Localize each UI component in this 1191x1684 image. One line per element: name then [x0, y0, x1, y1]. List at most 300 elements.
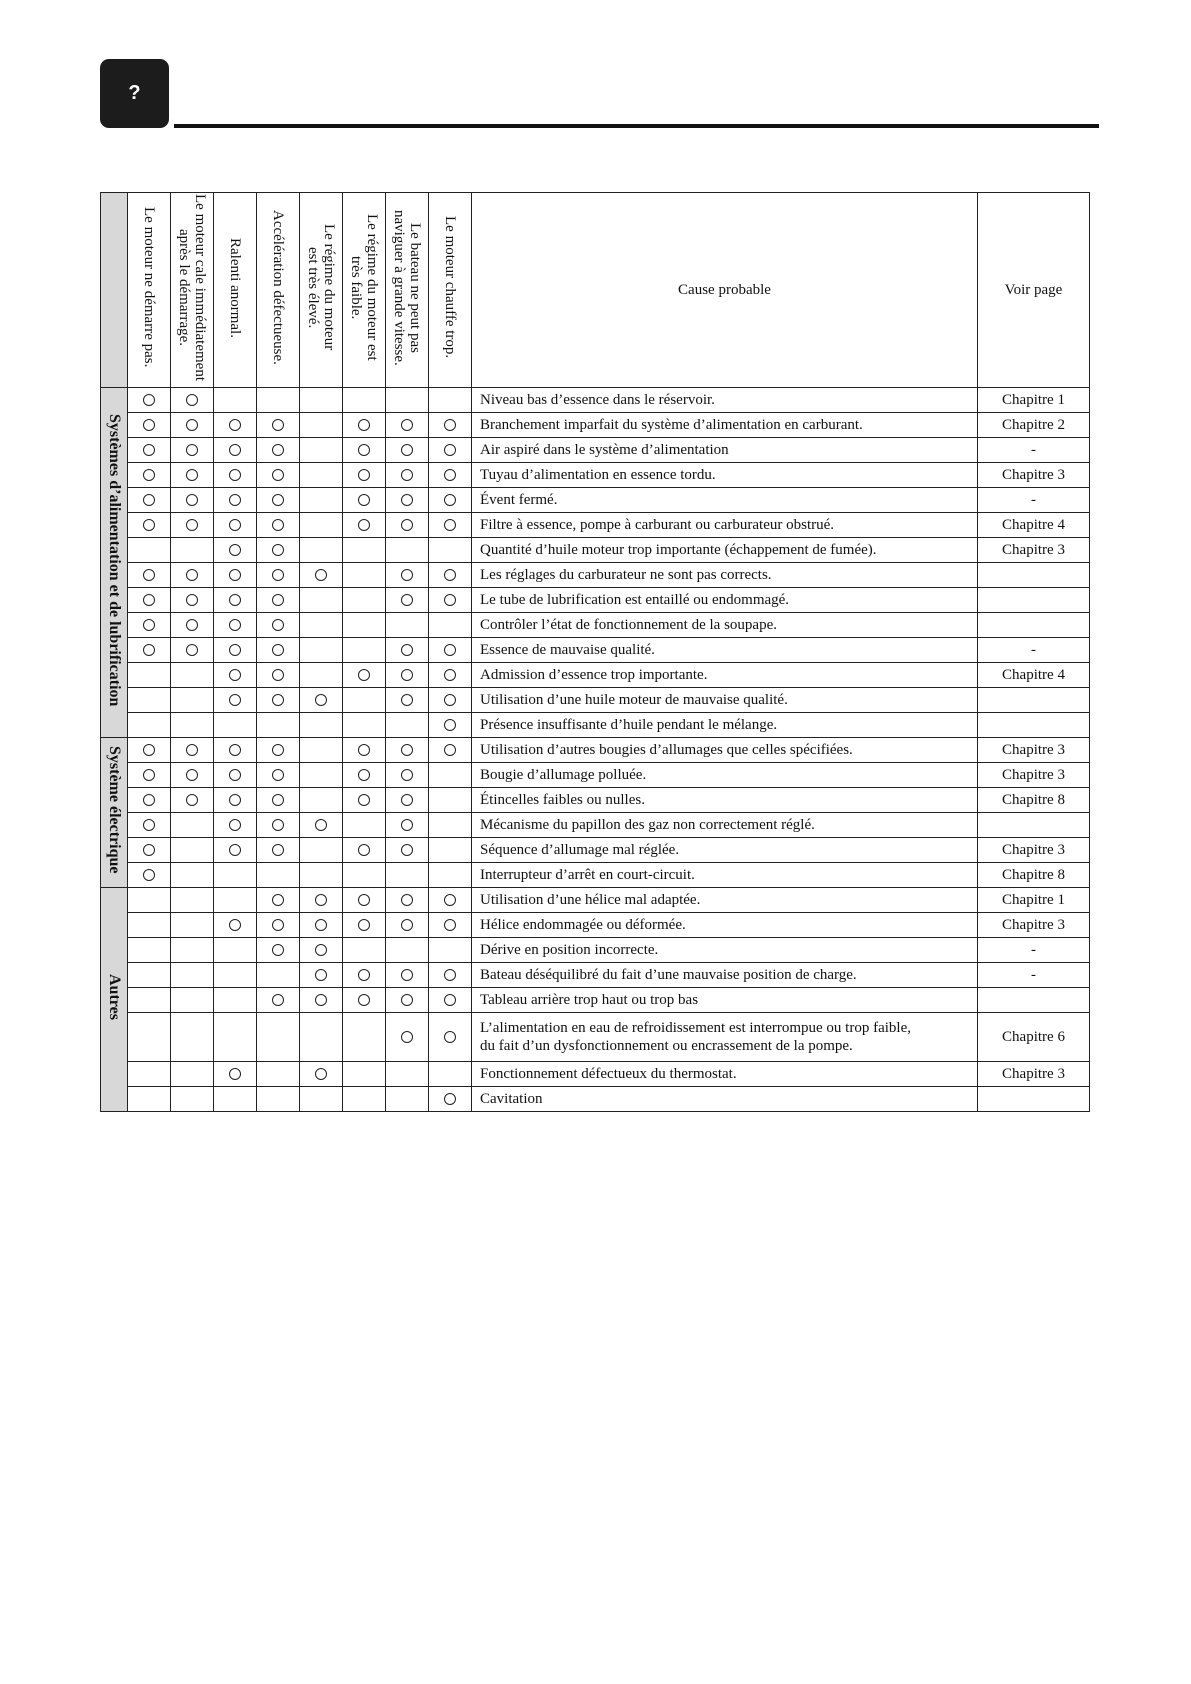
mark-cell [300, 538, 343, 563]
mark-cell [214, 813, 257, 838]
mark-cell [128, 688, 171, 713]
cause-cell: Séquence d’allumage mal réglée. [472, 838, 978, 863]
mark-cell [300, 888, 343, 913]
mark-cell [343, 963, 386, 988]
mark-cell [171, 463, 214, 488]
mark-cell [343, 663, 386, 688]
cause-cell: Bateau déséquilibré du fait d’une mauvaise position de charge. [472, 963, 978, 988]
mark-cell [429, 388, 472, 413]
circle-mark-icon [444, 594, 456, 606]
mark-cell [300, 613, 343, 638]
circle-mark-icon [186, 594, 198, 606]
mark-cell [257, 388, 300, 413]
cause-cell: Le tube de lubrification est entaillé ou endommagé. [472, 588, 978, 613]
table-row [101, 388, 1090, 413]
mark-cell [214, 713, 257, 738]
mark-cell [343, 938, 386, 963]
mark-cell [257, 988, 300, 1013]
circle-mark-icon [315, 819, 327, 831]
circle-mark-icon [229, 819, 241, 831]
circle-mark-icon [401, 644, 413, 656]
symptom-header: Le régime du moteur est très faible. [343, 193, 386, 388]
circle-mark-icon [272, 794, 284, 806]
mark-cell [429, 1087, 472, 1112]
circle-mark-icon [401, 494, 413, 506]
circle-mark-icon [229, 744, 241, 756]
symptom-header: Le régime du moteur est très élevé. [300, 193, 343, 388]
cause-cell: Hélice endommagée ou déformée. [472, 913, 978, 938]
mark-cell [128, 438, 171, 463]
circle-mark-icon [272, 769, 284, 781]
mark-cell [128, 763, 171, 788]
cause-cell: Présence insuffisante d’huile pendant le mélange. [472, 713, 978, 738]
page-cell: - [978, 938, 1090, 963]
circle-mark-icon [358, 669, 370, 681]
group-label: Autres [101, 888, 128, 1112]
circle-mark-icon [315, 919, 327, 931]
page-cell: - [978, 963, 1090, 988]
circle-mark-icon [229, 644, 241, 656]
circle-mark-icon [358, 469, 370, 481]
mark-cell [171, 713, 214, 738]
page-cell: Chapitre 1 [978, 388, 1090, 413]
circle-mark-icon [401, 469, 413, 481]
mark-cell [214, 988, 257, 1013]
circle-mark-icon [272, 669, 284, 681]
mark-cell [257, 1013, 300, 1062]
circle-mark-icon [401, 844, 413, 856]
mark-cell [386, 688, 429, 713]
mark-cell [300, 688, 343, 713]
circle-mark-icon [143, 519, 155, 531]
page-cell: Chapitre 8 [978, 788, 1090, 813]
mark-cell [429, 563, 472, 588]
page-cell [978, 588, 1090, 613]
mark-cell [171, 613, 214, 638]
mark-cell [257, 938, 300, 963]
circle-mark-icon [358, 894, 370, 906]
circle-mark-icon [444, 919, 456, 931]
table-row [101, 513, 1090, 538]
troubleshooting-table [100, 192, 1090, 1112]
page-cell [978, 613, 1090, 638]
mark-cell [429, 938, 472, 963]
mark-cell [171, 763, 214, 788]
circle-mark-icon [229, 469, 241, 481]
page-cell [978, 1087, 1090, 1112]
mark-cell [386, 1062, 429, 1087]
mark-cell [128, 488, 171, 513]
circle-mark-icon [186, 469, 198, 481]
circle-mark-icon [229, 769, 241, 781]
mark-cell [128, 963, 171, 988]
circle-mark-icon [272, 444, 284, 456]
mark-cell [343, 488, 386, 513]
circle-mark-icon [272, 919, 284, 931]
symptom-header: Ralenti anormal. [214, 193, 257, 388]
circle-mark-icon [143, 619, 155, 631]
table-row [101, 963, 1090, 988]
mark-cell [300, 713, 343, 738]
mark-cell [386, 763, 429, 788]
circle-mark-icon [272, 619, 284, 631]
mark-cell [214, 513, 257, 538]
page-cell: - [978, 438, 1090, 463]
mark-cell [386, 913, 429, 938]
mark-cell [300, 813, 343, 838]
mark-cell [171, 688, 214, 713]
circle-mark-icon [229, 419, 241, 431]
circle-mark-icon [229, 494, 241, 506]
mark-cell [429, 488, 472, 513]
circle-mark-icon [401, 819, 413, 831]
cause-cell: Utilisation d’une huile moteur de mauvaise qualité. [472, 688, 978, 713]
mark-cell [171, 938, 214, 963]
circle-mark-icon [272, 544, 284, 556]
mark-cell [429, 813, 472, 838]
circle-mark-icon [143, 569, 155, 581]
circle-mark-icon [401, 919, 413, 931]
mark-cell [343, 713, 386, 738]
table-row [101, 838, 1090, 863]
mark-cell [257, 438, 300, 463]
mark-cell [128, 588, 171, 613]
mark-cell [128, 638, 171, 663]
mark-cell [171, 538, 214, 563]
mark-cell [300, 588, 343, 613]
circle-mark-icon [186, 519, 198, 531]
mark-cell [214, 588, 257, 613]
circle-mark-icon [401, 1031, 413, 1043]
mark-cell [128, 913, 171, 938]
circle-mark-icon [272, 819, 284, 831]
circle-mark-icon [272, 469, 284, 481]
circle-mark-icon [229, 794, 241, 806]
mark-cell [429, 1062, 472, 1087]
circle-mark-icon [143, 444, 155, 456]
mark-cell [429, 863, 472, 888]
page-cell [978, 563, 1090, 588]
mark-cell [257, 638, 300, 663]
circle-mark-icon [186, 394, 198, 406]
table-row [101, 638, 1090, 663]
mark-cell [386, 863, 429, 888]
mark-cell [257, 413, 300, 438]
mark-cell [214, 488, 257, 513]
symptom-header: Le bateau ne peut pas naviguer à grande vitesse. [386, 193, 429, 388]
cause-cell: Mécanisme du papillon des gaz non correctement réglé. [472, 813, 978, 838]
circle-mark-icon [401, 744, 413, 756]
page-cell [978, 813, 1090, 838]
mark-cell [343, 1087, 386, 1112]
mark-cell [386, 438, 429, 463]
mark-cell [300, 913, 343, 938]
mark-cell [300, 788, 343, 813]
cause-cell: Cavitation [472, 1087, 978, 1112]
mark-cell [300, 388, 343, 413]
mark-cell [343, 538, 386, 563]
page-cell: Chapitre 8 [978, 863, 1090, 888]
circle-mark-icon [272, 894, 284, 906]
mark-cell [300, 1062, 343, 1087]
mark-cell [257, 713, 300, 738]
mark-cell [257, 513, 300, 538]
circle-mark-icon [143, 419, 155, 431]
circle-mark-icon [444, 1093, 456, 1105]
table-row [101, 613, 1090, 638]
mark-cell [257, 763, 300, 788]
mark-cell [300, 738, 343, 763]
mark-cell [386, 388, 429, 413]
circle-mark-icon [444, 469, 456, 481]
mark-cell [171, 1087, 214, 1112]
header-rule [174, 124, 1099, 128]
mark-cell [386, 663, 429, 688]
circle-mark-icon [186, 769, 198, 781]
mark-cell [257, 588, 300, 613]
table-row [101, 713, 1090, 738]
mark-cell [214, 738, 257, 763]
mark-cell [429, 888, 472, 913]
mark-cell [300, 1087, 343, 1112]
cause-cell: Air aspiré dans le système d’alimentation [472, 438, 978, 463]
mark-cell [128, 388, 171, 413]
page-cell: Chapitre 3 [978, 738, 1090, 763]
mark-cell [128, 813, 171, 838]
mark-cell [128, 888, 171, 913]
cause-cell: Fonctionnement défectueux du thermostat. [472, 1062, 978, 1087]
mark-cell [343, 513, 386, 538]
circle-mark-icon [143, 769, 155, 781]
cause-cell: Niveau bas d’essence dans le réservoir. [472, 388, 978, 413]
mark-cell [214, 963, 257, 988]
page-cell [978, 713, 1090, 738]
mark-cell [343, 1013, 386, 1062]
circle-mark-icon [358, 519, 370, 531]
mark-cell [386, 538, 429, 563]
circle-mark-icon [229, 519, 241, 531]
mark-cell [300, 863, 343, 888]
circle-mark-icon [358, 844, 370, 856]
mark-cell [343, 1062, 386, 1087]
page-cell: Chapitre 4 [978, 663, 1090, 688]
mark-cell [343, 888, 386, 913]
circle-mark-icon [315, 569, 327, 581]
mark-cell [386, 563, 429, 588]
symptom-header: Le moteur chauffe trop. [429, 193, 472, 388]
group-label: Systèmes d’alimentation et de lubrification [101, 388, 128, 738]
table-row [101, 863, 1090, 888]
circle-mark-icon [272, 569, 284, 581]
cause-cell: Quantité d’huile moteur trop importante (échappement de fumée). [472, 538, 978, 563]
mark-cell [300, 763, 343, 788]
mark-cell [386, 413, 429, 438]
mark-cell [386, 738, 429, 763]
cause-cell: Dérive en position incorrecte. [472, 938, 978, 963]
mark-cell [257, 488, 300, 513]
mark-cell [214, 388, 257, 413]
mark-cell [257, 663, 300, 688]
mark-cell [171, 638, 214, 663]
mark-cell [214, 1062, 257, 1087]
circle-mark-icon [143, 794, 155, 806]
table-row [101, 688, 1090, 713]
mark-cell [257, 688, 300, 713]
mark-cell [257, 913, 300, 938]
page-cell: Chapitre 3 [978, 838, 1090, 863]
mark-cell [300, 663, 343, 688]
table-row [101, 788, 1090, 813]
mark-cell [429, 688, 472, 713]
mark-cell [257, 538, 300, 563]
mark-cell [214, 838, 257, 863]
cause-cell: Tableau arrière trop haut ou trop bas [472, 988, 978, 1013]
circle-mark-icon [186, 794, 198, 806]
mark-cell [343, 688, 386, 713]
mark-cell [300, 438, 343, 463]
mark-cell [386, 638, 429, 663]
table-row [101, 763, 1090, 788]
mark-cell [128, 513, 171, 538]
circle-mark-icon [186, 744, 198, 756]
mark-cell [386, 813, 429, 838]
mark-cell [128, 788, 171, 813]
circle-mark-icon [401, 794, 413, 806]
mark-cell [429, 713, 472, 738]
mark-cell [257, 1087, 300, 1112]
circle-mark-icon [401, 994, 413, 1006]
mark-cell [257, 738, 300, 763]
mark-cell [429, 613, 472, 638]
cause-cell: Les réglages du carburateur ne sont pas corrects. [472, 563, 978, 588]
mark-cell [429, 513, 472, 538]
circle-mark-icon [272, 519, 284, 531]
page-cell: Chapitre 1 [978, 888, 1090, 913]
circle-mark-icon [444, 419, 456, 431]
circle-mark-icon [143, 819, 155, 831]
circle-mark-icon [444, 644, 456, 656]
circle-mark-icon [272, 494, 284, 506]
circle-mark-icon [229, 844, 241, 856]
mark-cell [128, 663, 171, 688]
circle-mark-icon [444, 1031, 456, 1043]
circle-mark-icon [315, 944, 327, 956]
mark-cell [171, 438, 214, 463]
mark-cell [214, 788, 257, 813]
header-corner [101, 193, 128, 388]
mark-cell [128, 713, 171, 738]
mark-cell [300, 638, 343, 663]
mark-cell [171, 813, 214, 838]
circle-mark-icon [444, 494, 456, 506]
circle-mark-icon [272, 644, 284, 656]
mark-cell [300, 988, 343, 1013]
mark-cell [300, 963, 343, 988]
mark-cell [128, 413, 171, 438]
mark-cell [171, 588, 214, 613]
mark-cell [257, 1062, 300, 1087]
circle-mark-icon [186, 444, 198, 456]
mark-cell [214, 888, 257, 913]
page-cell: - [978, 638, 1090, 663]
mark-cell [171, 788, 214, 813]
circle-mark-icon [315, 1068, 327, 1080]
mark-cell [214, 538, 257, 563]
circle-mark-icon [143, 744, 155, 756]
cause-cell: Évent fermé. [472, 488, 978, 513]
page-cell: Chapitre 3 [978, 913, 1090, 938]
mark-cell [171, 738, 214, 763]
mark-cell [128, 863, 171, 888]
circle-mark-icon [401, 669, 413, 681]
mark-cell [214, 863, 257, 888]
table-row [101, 413, 1090, 438]
symptom-header: Accélération défectueuse. [257, 193, 300, 388]
circle-mark-icon [444, 519, 456, 531]
mark-cell [257, 463, 300, 488]
circle-mark-icon [358, 994, 370, 1006]
circle-mark-icon [229, 544, 241, 556]
mark-cell [386, 988, 429, 1013]
cause-cell: Tuyau d’alimentation en essence tordu. [472, 463, 978, 488]
mark-cell [343, 413, 386, 438]
page-cell: Chapitre 3 [978, 763, 1090, 788]
header-row [101, 193, 1090, 388]
mark-cell [128, 1087, 171, 1112]
circle-mark-icon [229, 694, 241, 706]
mark-cell [171, 413, 214, 438]
mark-cell [343, 788, 386, 813]
circle-mark-icon [401, 419, 413, 431]
mark-cell [171, 863, 214, 888]
circle-mark-icon [186, 419, 198, 431]
circle-mark-icon [401, 969, 413, 981]
mark-cell [300, 413, 343, 438]
mark-cell [429, 913, 472, 938]
mark-cell [343, 838, 386, 863]
mark-cell [128, 613, 171, 638]
circle-mark-icon [401, 594, 413, 606]
circle-mark-icon [315, 894, 327, 906]
cause-cell: Admission d’essence trop importante. [472, 663, 978, 688]
circle-mark-icon [272, 994, 284, 1006]
mark-cell [343, 863, 386, 888]
mark-cell [343, 763, 386, 788]
circle-mark-icon [444, 569, 456, 581]
table-row [101, 1062, 1090, 1087]
mark-cell [429, 438, 472, 463]
circle-mark-icon [272, 694, 284, 706]
table-row [101, 663, 1090, 688]
circle-mark-icon [143, 594, 155, 606]
mark-cell [429, 413, 472, 438]
mark-cell [214, 463, 257, 488]
table-row [101, 738, 1090, 763]
circle-mark-icon [229, 569, 241, 581]
mark-cell [343, 738, 386, 763]
mark-cell [343, 463, 386, 488]
mark-cell [429, 763, 472, 788]
mark-cell [300, 488, 343, 513]
cause-header: Cause probable [472, 193, 978, 388]
mark-cell [300, 513, 343, 538]
circle-mark-icon [401, 444, 413, 456]
mark-cell [429, 988, 472, 1013]
circle-mark-icon [229, 594, 241, 606]
mark-cell [429, 538, 472, 563]
circle-mark-icon [444, 969, 456, 981]
mark-cell [300, 463, 343, 488]
